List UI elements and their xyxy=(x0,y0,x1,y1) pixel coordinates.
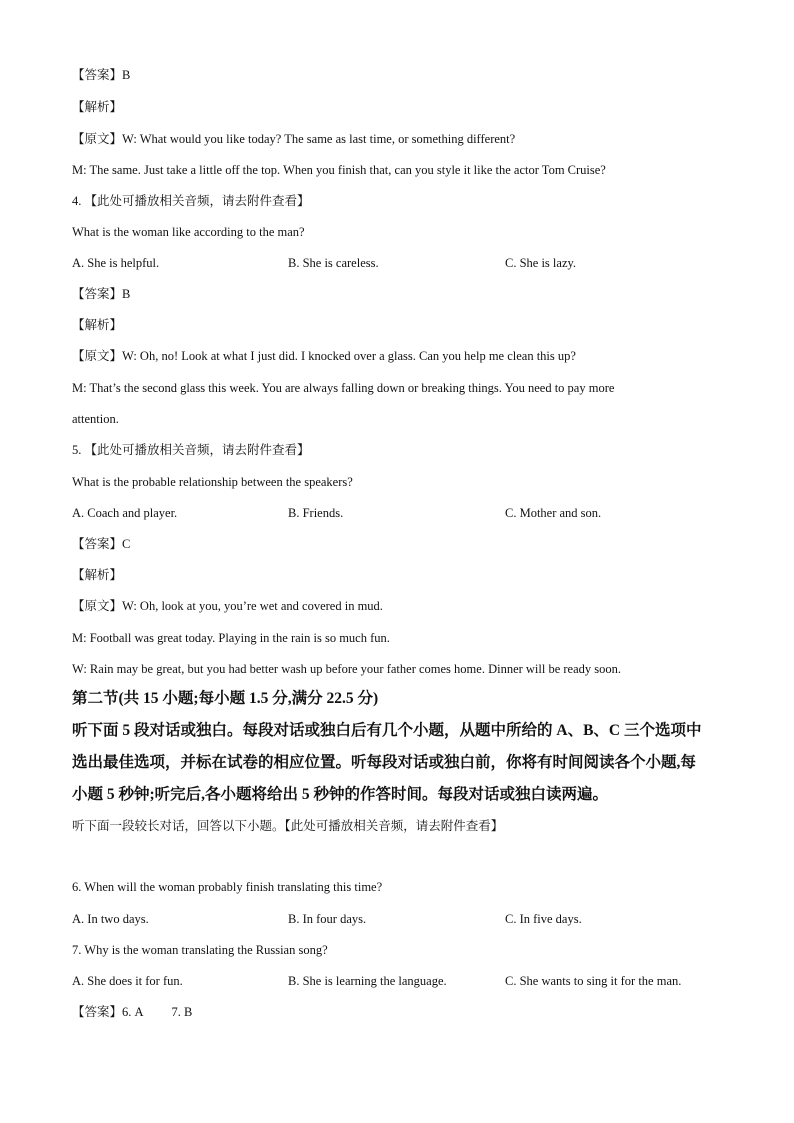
transcript-line: M: Football was great today. Playing in the rain is so much fun. xyxy=(72,631,390,645)
option-c: C. She is lazy. xyxy=(505,256,577,270)
transcript-line: M: The same. Just take a little off the top. When you finish that, can you style it like the actor Tom Cruise? xyxy=(72,163,606,177)
transcript-line: 【原文】W: What would you like today? The same as last time, or something different? xyxy=(72,132,516,146)
option-a: A. She does it for fun. xyxy=(72,974,183,988)
option-c: C. In five days. xyxy=(505,912,582,926)
section-instructions: 听下面 5 段对话或独白。每段对话或独白后有几个小题，从题中所给的 A、B、C 三个选项中 xyxy=(72,722,702,739)
long-dialogue-instruction: 听下面一段较长对话，回答以下小题。【此处可播放相关音频，请去附件查看】 xyxy=(72,819,504,833)
transcript-line: M: That’s the second glass this week. You are always falling down or breaking things. You need to pay more xyxy=(72,381,615,395)
transcript-line: 【原文】W: Oh, look at you, you’re wet and covered in mud. xyxy=(72,599,383,613)
analysis-label: 【解析】 xyxy=(72,100,123,114)
analysis-label: 【解析】 xyxy=(72,568,123,582)
transcript-line: 【原文】W: Oh, no! Look at what I just did. I knocked over a glass. Can you help me clean this up? xyxy=(72,349,576,363)
section-instructions: 小题 5 秒钟;听完后,各小题将给出 5 秒钟的作答时间。每段对话或独白读两遍。 xyxy=(72,786,609,803)
question-text: 7. Why is the woman translating the Russian song? xyxy=(72,943,328,957)
answer-label: 【答案】B xyxy=(72,287,131,301)
analysis-label: 【解析】 xyxy=(72,318,123,332)
question-text: 6. When will the woman probably finish translating this time? xyxy=(72,880,383,894)
option-b: B. She is learning the language. xyxy=(288,974,447,988)
section-heading: 第二节(共 15 小题;每小题 1.5 分,满分 22.5 分) xyxy=(72,690,379,707)
answer-label: 【答案】C xyxy=(72,537,131,551)
option-b: B. She is careless. xyxy=(288,256,379,270)
answer-label: 【答案】6. A xyxy=(72,1005,144,1019)
transcript-line: W: Rain may be great, but you had better wash up before your father comes home. Dinner will be ready soon. xyxy=(72,662,622,676)
option-a: A. In two days. xyxy=(72,912,149,926)
question-number-audio: 4. 【此处可播放相关音频，请去附件查看】 xyxy=(72,194,310,208)
option-b: B. In four days. xyxy=(288,912,367,926)
question-text: What is the probable relationship between the speakers? xyxy=(72,475,353,489)
answer-extra: 7. B xyxy=(171,1005,193,1019)
option-b: B. Friends. xyxy=(288,506,344,520)
option-a: A. She is helpful. xyxy=(72,256,160,270)
answer-label: 【答案】B xyxy=(72,68,131,82)
option-c: C. She wants to sing it for the man. xyxy=(505,974,682,988)
option-c: C. Mother and son. xyxy=(505,506,602,520)
transcript-line: attention. xyxy=(72,412,119,426)
question-number-audio: 5. 【此处可播放相关音频，请去附件查看】 xyxy=(72,443,310,457)
question-text: What is the woman like according to the man? xyxy=(72,225,305,239)
section-instructions: 选出最佳选项，并标在试卷的相应位置。听每段对话或独白前，你将有时间阅读各个小题,每 xyxy=(72,754,696,771)
option-a: A. Coach and player. xyxy=(72,506,178,520)
answer-row xyxy=(72,1003,192,1021)
